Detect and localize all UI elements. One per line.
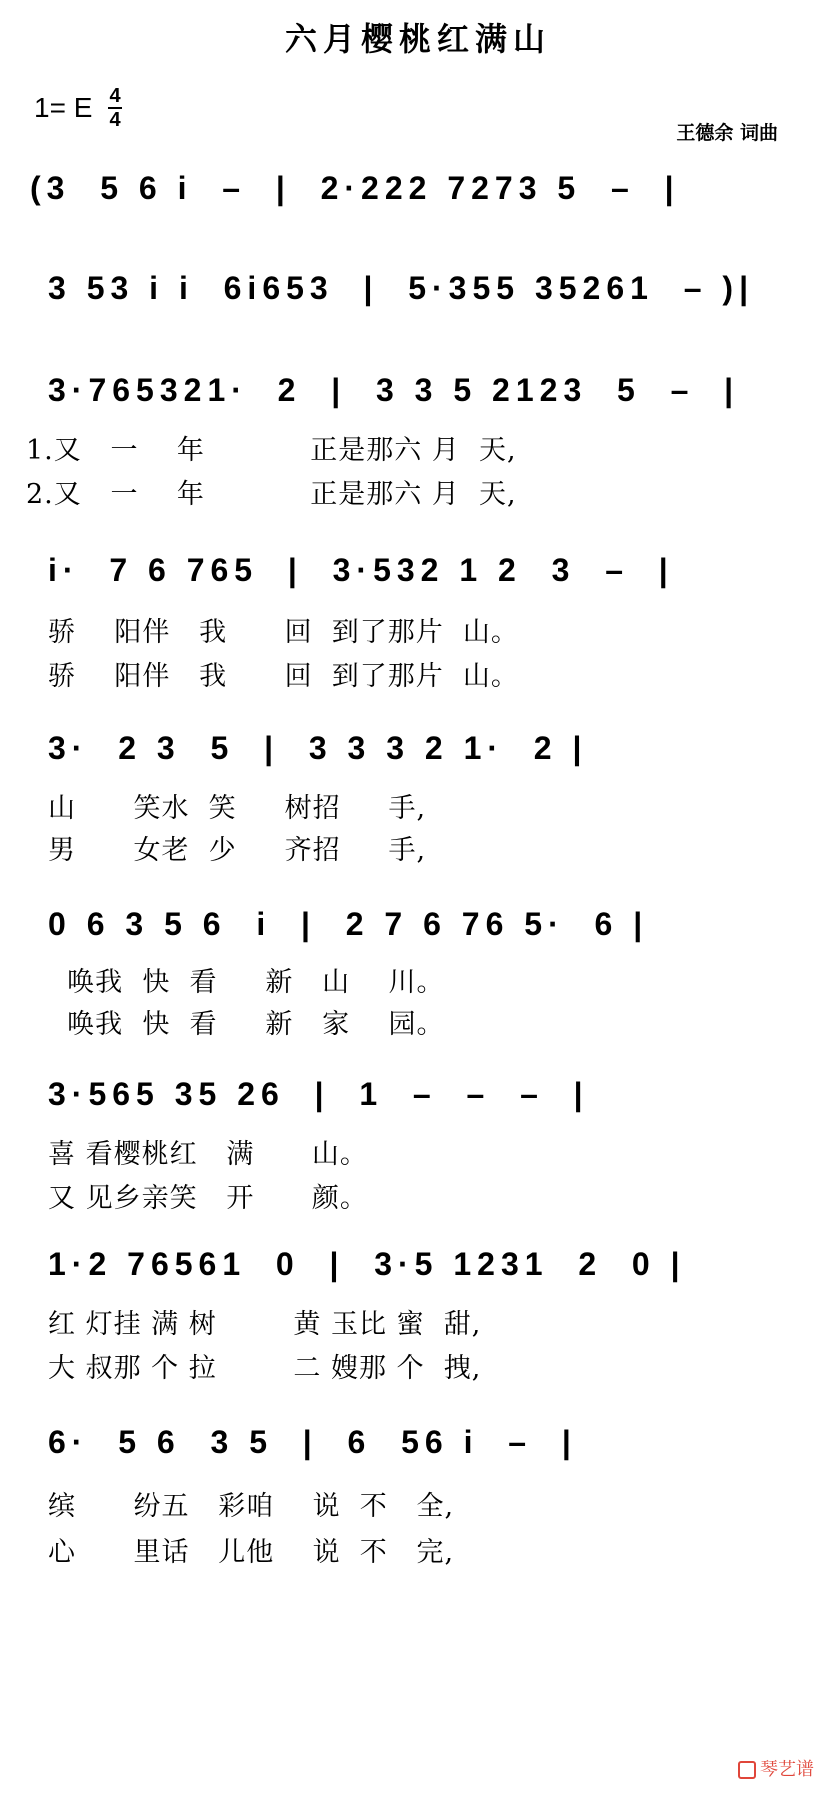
site-logo — [738, 1755, 814, 1781]
lyric-line-3-verse-2: 2.又 一 年 正是那六 月 天, — [26, 479, 517, 510]
lyric-line-9-verse-2: 心 里话 儿他 说 不 完, — [48, 1537, 455, 1568]
song-title: 六月樱桃红满山 — [284, 20, 551, 58]
lyric-line-3-verse-1: 1.又 一 年 正是那六 月 天, — [26, 435, 517, 466]
meter-bottom: 4 — [109, 109, 121, 131]
notation-line-6: 0 6 3 5 6 i | 2 7 6 76 5· 6 | — [48, 906, 649, 942]
credit: 王德余 词曲 — [676, 122, 778, 144]
lyric-line-8-verse-2: 大 叔那 个 拉 二 嫂那 个 拽, — [48, 1353, 482, 1384]
notation-line-9: 6· 5 6 3 5 | 6 56 i – | — [48, 1424, 577, 1460]
meter-top: 4 — [109, 85, 121, 107]
lyric-line-4-verse-1: 骄 阳伴 我 回 到了那片 山。 — [48, 617, 519, 648]
notation-line-7: 3·565 35 26 | 1 – – – | — [48, 1076, 589, 1112]
lyric-line-6-verse-2: 唤我 快 看 新 家 园。 — [48, 1009, 445, 1040]
lyric-line-9-verse-1: 缤 纷五 彩咱 说 不 全, — [48, 1491, 455, 1522]
notation-line-1: (3 5 6 i – | 2·222 7273 5 – | — [30, 170, 680, 206]
lyric-line-6-verse-1: 唤我 快 看 新 山 川。 — [48, 967, 445, 998]
lyric-line-8-verse-1: 红 灯挂 满 树 黄 玉比 蜜 甜, — [48, 1309, 482, 1340]
lyric-line-7-verse-2: 又 见乡亲笑 开 颜。 — [48, 1183, 368, 1214]
notation-line-2: 3 53 i i 6i653 | 5·355 35261 – )| — [48, 270, 755, 306]
lyric-line-5-verse-1: 山 笑水 笑 树招 手, — [48, 793, 427, 824]
notation-line-5: 3· 2 3 5 | 3 3 3 2 1· 2 | — [48, 730, 588, 766]
lyric-line-7-verse-1: 喜 看樱桃红 满 山。 — [48, 1139, 368, 1170]
notation-line-8: 1·2 76561 0 | 3·5 1231 2 0 | — [48, 1246, 686, 1282]
lyric-line-5-verse-2: 男 女老 少 齐招 手, — [48, 835, 427, 866]
notation-line-3: 3·765321· 2 | 3 3 5 2123 5 – | — [48, 372, 740, 408]
lyric-line-4-verse-2: 骄 阳伴 我 回 到了那片 山。 — [48, 661, 519, 692]
notation-line-4: i· 7 6 765 | 3·532 1 2 3 – | — [48, 552, 674, 588]
logo-text: 琴艺谱 — [760, 1759, 814, 1780]
piano-logo-icon — [738, 1761, 756, 1779]
key-signature: 1= E — [34, 92, 93, 123]
time-signature — [108, 86, 122, 130]
